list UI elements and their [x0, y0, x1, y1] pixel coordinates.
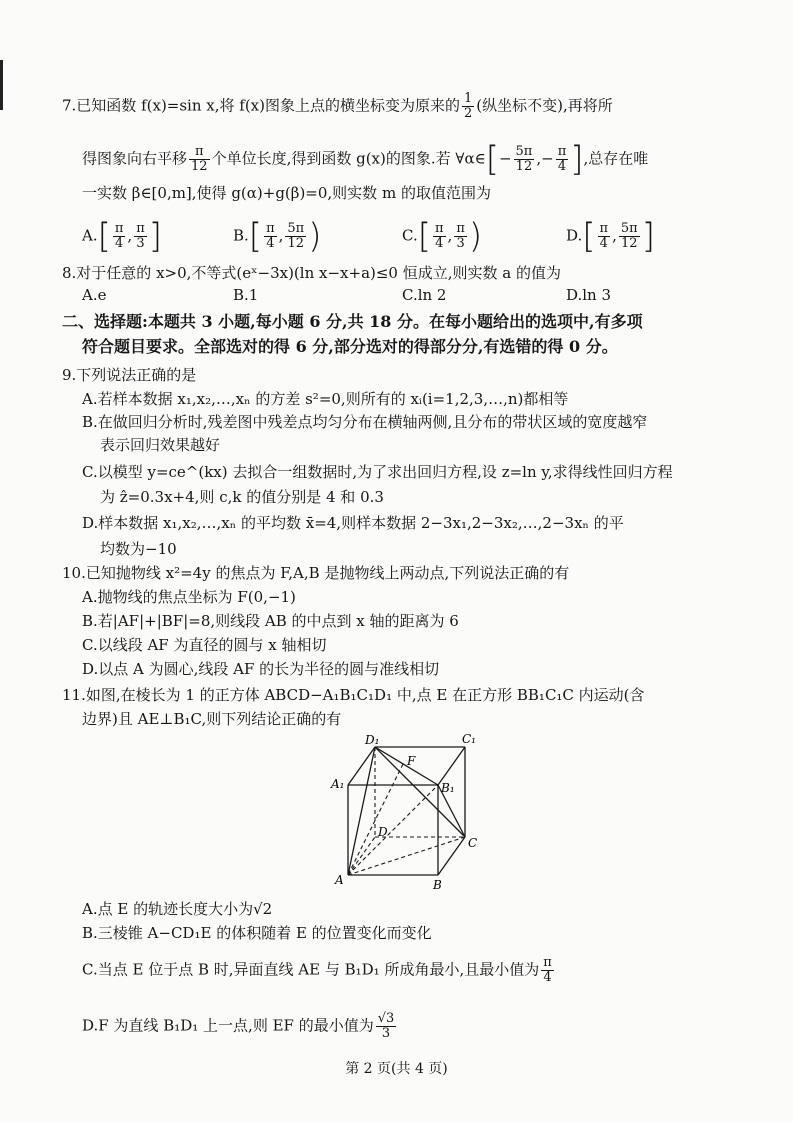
q7-line2: 得图象向右平移 $\frac{\pi}{12}$ 个单位长度,得到函数 g(x)的图象.若 ∀α∈[− $\frac{5\pi}{12}$ ,− $\frac{\pi}{4}$ ],总存在唯 — [82, 139, 649, 180]
hidden-segment-ac — [348, 837, 465, 875]
hidden-segment-ab1 — [348, 785, 438, 875]
edge-b1c1 — [438, 747, 465, 785]
section2-heading-line2: 符合题目要求。全部选对的得 6 分,部分选对的得部分分,有选错的得 0 分。 — [82, 337, 618, 356]
label-a: A — [335, 873, 344, 887]
q9-option-a: A.若样本数据 x₁,x₂,…,xₙ 的方差 s²=0,则所有的 xᵢ(i=1,2,3,…,n)都相等 — [82, 390, 569, 408]
page-footer: 第 2 页(共 4 页) — [345, 1061, 448, 1077]
q11-option-b: B.三棱锥 A−CD₁E 的体积随着 E 的位置变化而变化 — [82, 924, 432, 942]
q7-line3: 一实数 β∈[0,m],使得 g(α)+g(β)=0,则实数 m 的取值范围为 — [82, 184, 491, 202]
q8-stem: 8.对于任意的 x>0,不等式(eˣ−3x)(ln x−x+a)≤0 恒成立,则实数 a 的值为 — [62, 264, 561, 282]
q9-option-c-line1: C.以模型 y=ce^(kx) 去拟合一组数据时,为了求出回归方程,设 z=ln y,求得线性回归方程 — [82, 463, 673, 481]
q9-option-c-line2: 为 ẑ=0.3x+4,则 c,k 的值分别是 4 和 0.3 — [100, 488, 384, 506]
label-a1: A₁ — [331, 777, 345, 791]
q11-option-d: D.F 为直线 B₁D₁ 上一点,则 EF 的最小值为 $\frac{√3}{3}$ — [82, 1011, 395, 1041]
label-b: B — [433, 878, 442, 892]
q7-option-b: B.[ $\frac{\pi}{4}$ , $\frac{5\pi}{12}$ ) — [233, 216, 322, 257]
q10-option-c: C.以线段 AF 为直径的圆与 x 轴相切 — [82, 636, 327, 654]
q7-line1: 7.已知函数 f(x)=sin x,将 f(x)图象上点的横坐标变为原来的 $\frac{1}{2}$ (纵坐标不变),再将所 — [62, 91, 613, 121]
q7-option-d: D.[ $\frac{\pi}{4}$ , $\frac{5\pi}{12}$ ] — [566, 216, 655, 257]
q10-option-b: B.若|AF|+|BF|=8,则线段 AB 的中点到 x 轴的距离为 6 — [82, 612, 459, 630]
q11-option-c: C.当点 E 位于点 B 时,异面直线 AE 与 B₁D₁ 所成角最小,且最小值为 $\frac{\pi}{4}$ — [82, 955, 552, 985]
q8-option-a: A.e — [82, 286, 107, 304]
q10-option-d: D.以点 A 为圆心,线段 AF 的长为半径的圆与准线相切 — [82, 660, 440, 678]
section2-heading-line1: 二、选择题:本题共 3 小题,每小题 6 分,共 18 分。在每小题给出的选项中,有多项 — [62, 312, 643, 331]
q11-stem-line1: 11.如图,在棱长为 1 的正方体 ABCD−A₁B₁C₁D₁ 中,点 E 在正方形 BB₁C₁C 内运动(含 — [62, 686, 645, 704]
edge-bc — [438, 837, 465, 875]
fraction-one-half: $\frac{1}{2}$ — [464, 91, 473, 121]
q10-stem: 10.已知抛物线 x²=4y 的焦点为 F,A,B 是抛物线上两动点,下列说法正确的有 — [62, 564, 570, 582]
q7-option-c: C.[ $\frac{\pi}{4}$ , $\frac{\pi}{3}$ ) — [402, 216, 483, 257]
q7-option-a: A.[ $\frac{\pi}{4}$ , $\frac{\pi}{3}$ ] — [82, 216, 163, 257]
fraction-pi-4: $\frac{\pi}{4}$ — [543, 955, 552, 985]
q10-option-a: A.抛物线的焦点坐标为 F(0,−1) — [82, 588, 296, 606]
q8-option-c: C.ln 2 — [402, 286, 447, 304]
q8-option-b: B.1 — [233, 286, 259, 304]
label-d1: D₁ — [365, 733, 380, 747]
binding-mark — [0, 60, 3, 110]
q11-option-a: A.点 E 的轨迹长度大小为√2 — [82, 900, 273, 918]
label-f: F — [407, 754, 416, 768]
q9-option-d-line2: 均数为−10 — [100, 540, 177, 558]
label-d: D — [378, 825, 388, 839]
cube-figure — [325, 732, 495, 892]
q8-option-d: D.ln 3 — [566, 286, 612, 304]
label-c1: C₁ — [462, 732, 476, 746]
q11-stem-line2: 边界)且 AE⊥B₁C,则下列结论正确的有 — [82, 710, 342, 728]
q9-option-b-line1: B.在做回归分析时,残差图中残差点均匀分布在横轴两侧,且分布的带状区域的宽度越窄 — [82, 413, 648, 431]
fraction-sqrt3-3: $\frac{√3}{3}$ — [377, 1011, 395, 1041]
q9-option-b-line2: 表示回归效果越好 — [100, 436, 221, 454]
label-c: C — [468, 836, 478, 850]
fraction-pi-12: $\frac{\pi}{12}$ — [191, 144, 208, 174]
q9-stem: 9.下列说法正确的是 — [62, 366, 197, 384]
q9-option-d-line1: D.样本数据 x₁,x₂,…,xₙ 的平均数 x̄=4,则样本数据 2−3x₁,2−3x₂,…,2−3xₙ 的平 — [82, 514, 624, 532]
label-b1: B₁ — [441, 781, 455, 795]
